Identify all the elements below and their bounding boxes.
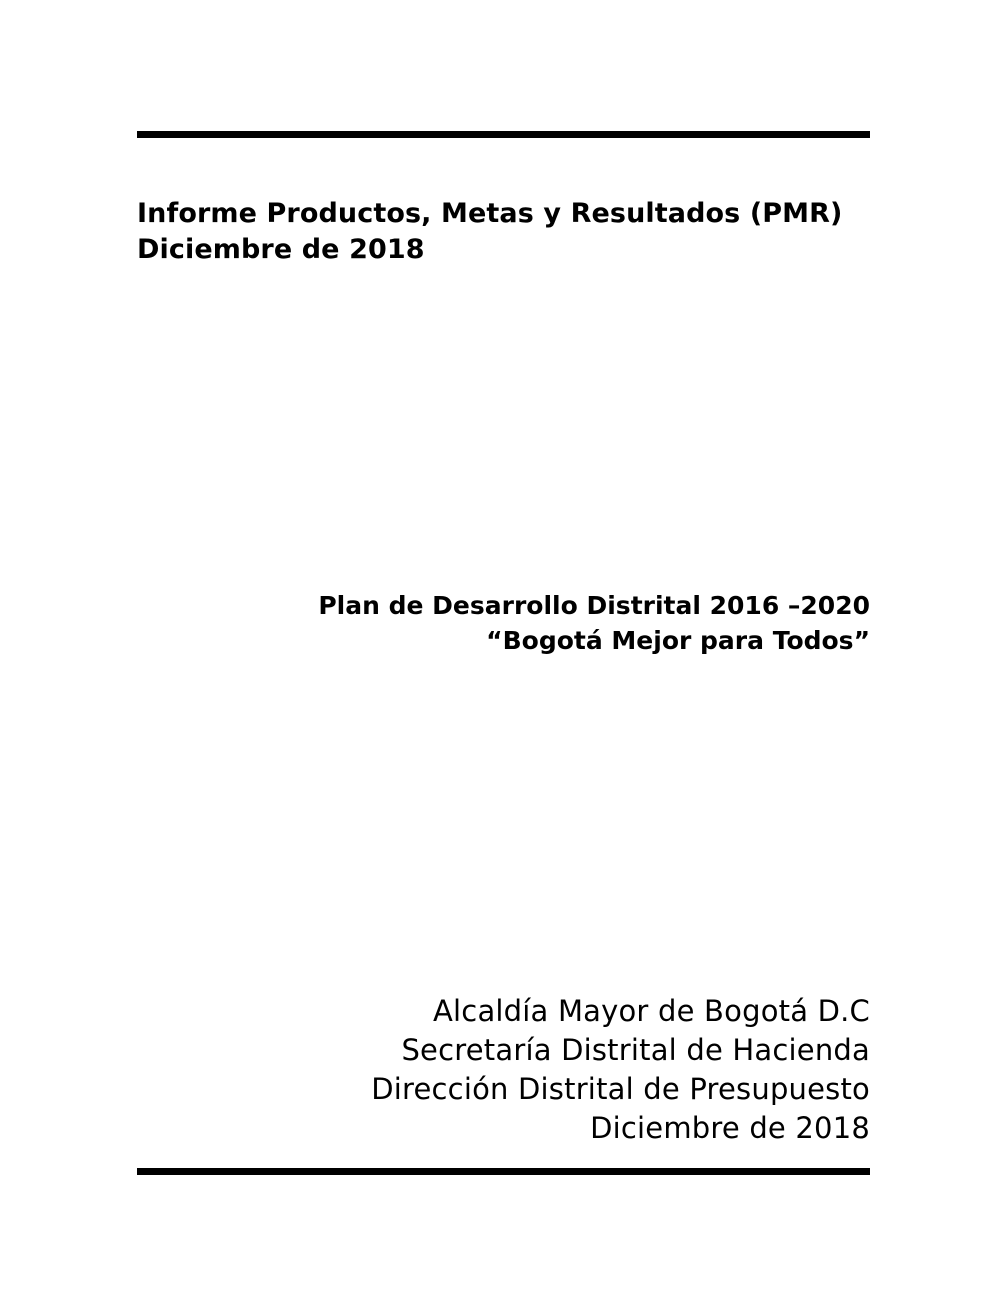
subtitle-line-1: Plan de Desarrollo Distrital 2016 –2020 bbox=[318, 591, 870, 620]
page-subtitle bbox=[137, 588, 870, 658]
author-line-1: Alcaldía Mayor de Bogotá D.C bbox=[433, 994, 870, 1028]
author-line-3: Dirección Distrital de Presupuesto bbox=[371, 1072, 870, 1106]
author-line-2: Secretaría Distrital de Hacienda bbox=[401, 1033, 870, 1067]
title-line-1: Informe Productos, Metas y Resultados (PMR) bbox=[137, 198, 843, 229]
page-title bbox=[137, 196, 877, 268]
bottom-rule bbox=[137, 1168, 870, 1175]
author-block bbox=[137, 992, 870, 1148]
subtitle-line-2: “Bogotá Mejor para Todos” bbox=[486, 626, 870, 655]
author-line-4: Diciembre de 2018 bbox=[590, 1111, 870, 1145]
top-rule bbox=[137, 131, 870, 138]
title-line-2: Diciembre de 2018 bbox=[137, 234, 425, 265]
